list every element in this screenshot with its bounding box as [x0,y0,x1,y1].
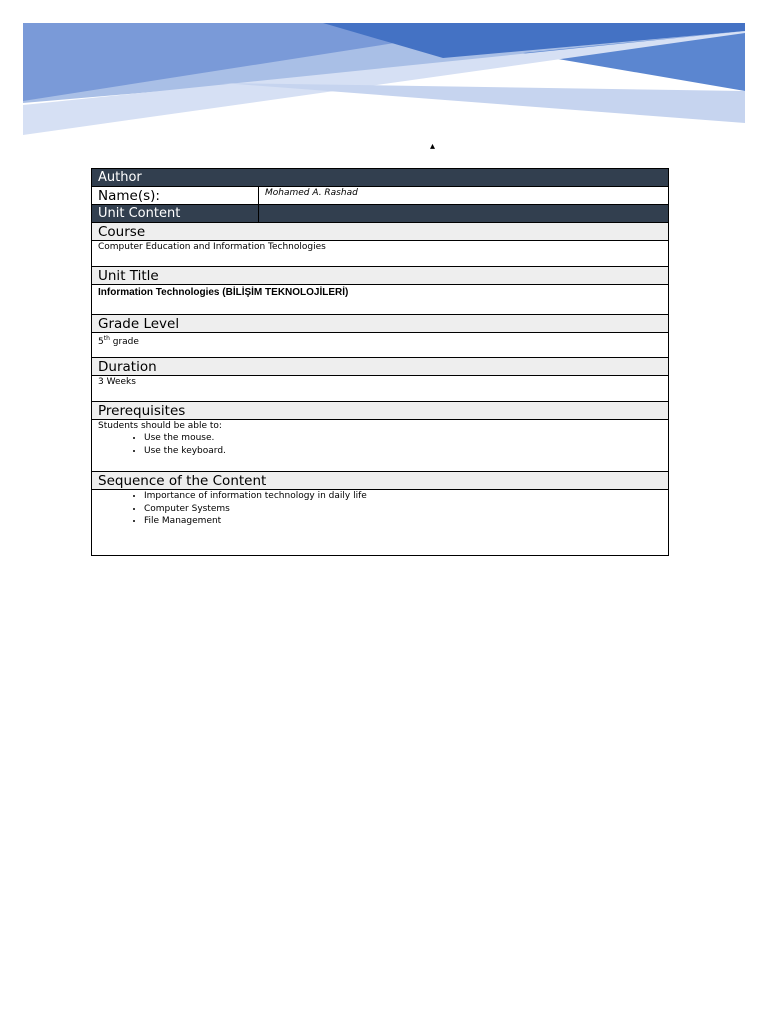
sequence-header-label: Sequence of the Content [98,473,267,489]
prerequisites-value-row [92,420,668,472]
unit-content-empty [259,205,668,222]
names-label: Name(s): [92,187,259,204]
unit-title-value-row [92,285,668,315]
duration-value-row [92,376,668,402]
names-value: Mohamed A. Rashad [265,188,358,198]
names-row [92,187,668,205]
unit-title-header-label: Unit Title [98,268,159,284]
course-value: Computer Education and Information Technologies [98,242,326,252]
grade-level-value-row [92,333,668,358]
prerequisites-list [98,432,668,457]
grade-suffix: th [103,335,110,342]
list-item: • Use the keyboard. [144,445,668,458]
sequence-list [98,490,668,528]
prerequisites-header-label: Prerequisites [98,403,186,419]
duration-header-label: Duration [98,359,157,375]
course-header-label: Course [98,224,146,240]
decorative-mark: ▴ [430,141,436,152]
prerequisites-header [92,402,668,420]
author-header [92,169,668,187]
sequence-header [92,472,668,490]
grade-word: grade [109,337,139,347]
list-item: • File Management [144,515,668,528]
grade-level-header-label: Grade Level [98,316,180,332]
course-value-row [92,241,668,267]
duration-header [92,358,668,376]
unit-plan-table [91,168,669,556]
duration-value: 3 Weeks [98,377,136,387]
course-header [92,223,668,241]
sequence-value-row [92,490,668,555]
unit-content-header [92,205,668,223]
author-header-label: Author [98,170,142,185]
unit-title-header [92,267,668,285]
unit-title-value: Information Technologies (BİLİŞİM TEKNOLOJİLERİ) [98,287,349,298]
list-item: • Computer Systems [144,503,668,516]
header-banner [23,23,745,140]
list-item: • Use the mouse. [144,432,668,445]
list-item: • Importance of information technology in daily life [144,490,668,503]
grade-level-header [92,315,668,333]
unit-content-label: Unit Content [92,205,259,222]
prerequisites-intro: Students should be able to: [98,421,222,431]
grade-number: 5 [98,337,104,347]
